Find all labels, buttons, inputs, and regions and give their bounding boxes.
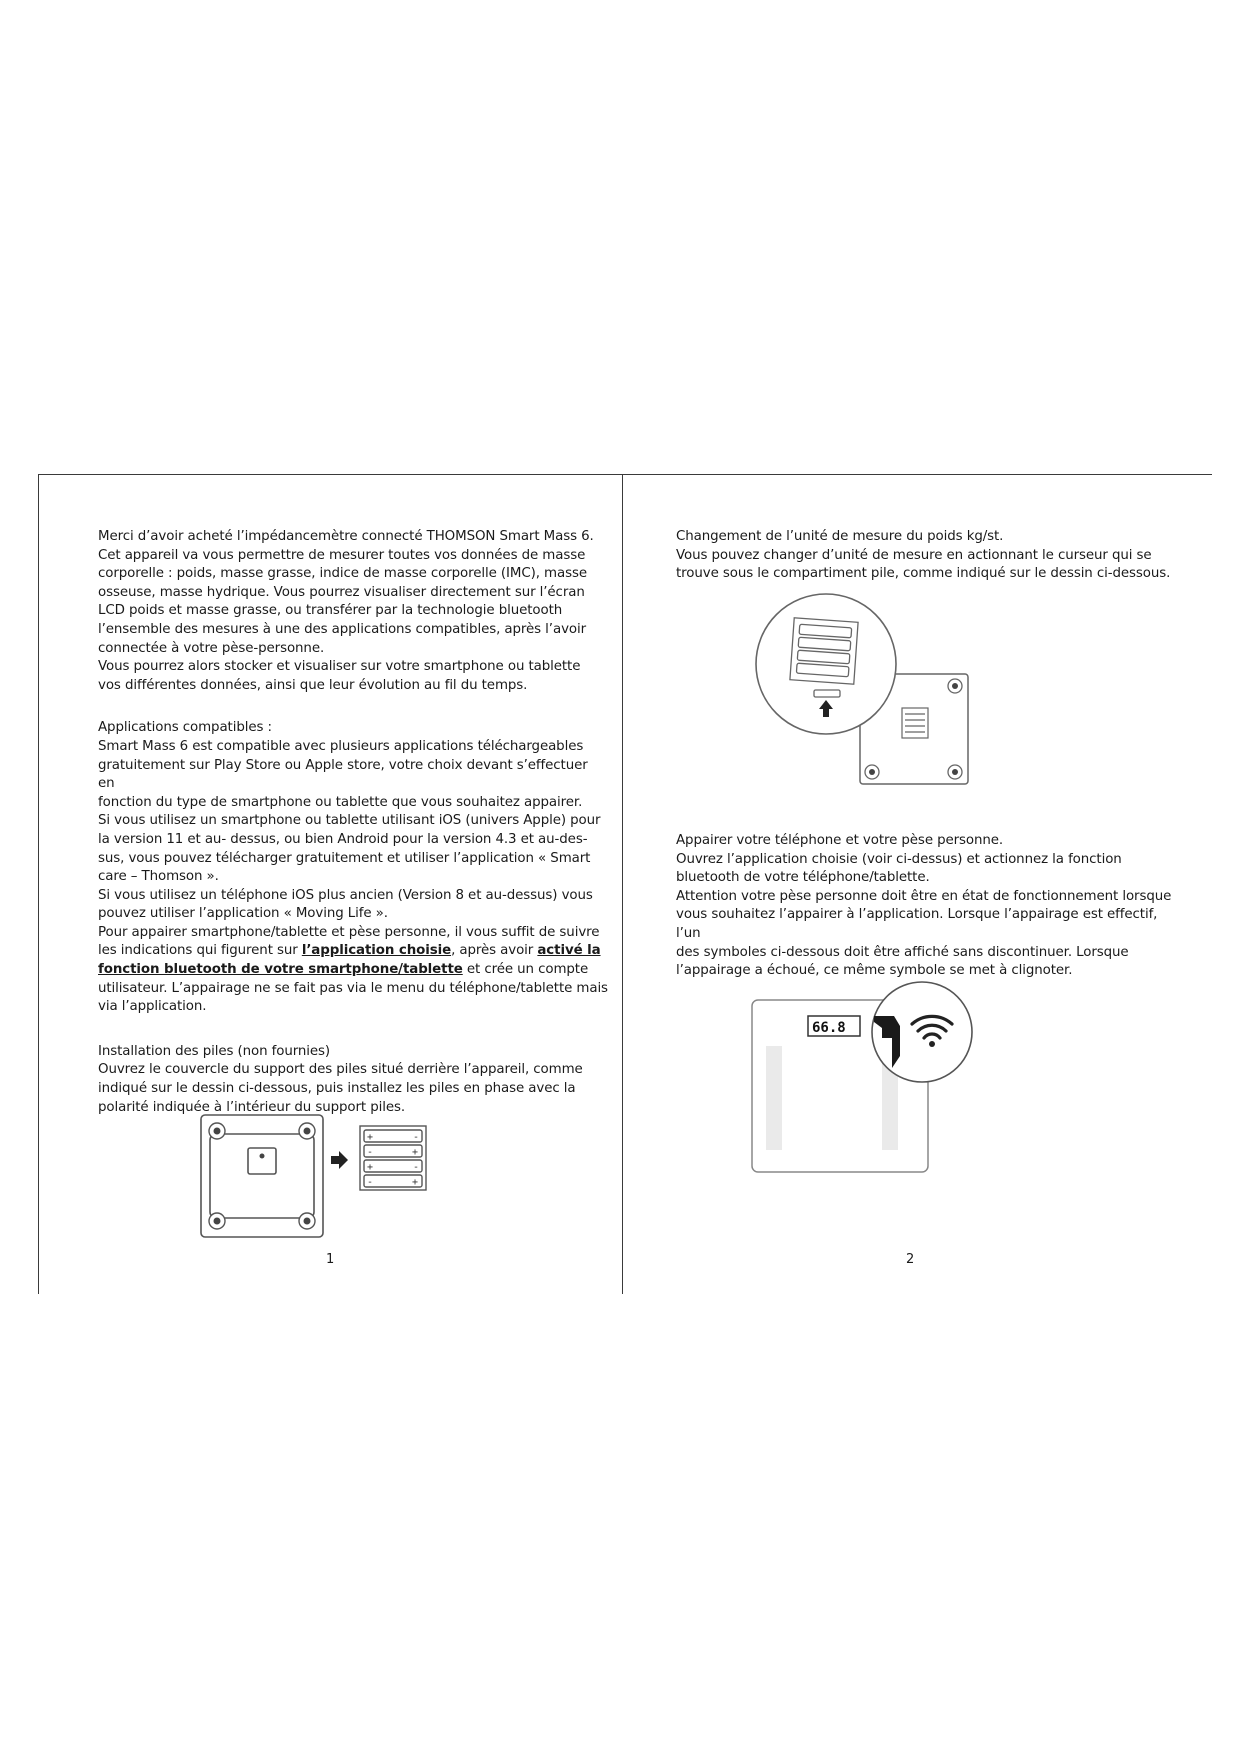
left-page-text: [98, 528, 608, 1117]
text-line: l’appairage a échoué, ce même symbole se met à clignoter.: [676, 963, 1073, 979]
svg-text:+: +: [367, 1132, 374, 1143]
unit-switch-illustration: [752, 590, 974, 790]
svg-text:+: +: [412, 1147, 419, 1158]
text-line: utilisateur. L’appairage ne se fait pas via le menu du téléphone/tablette mais: [98, 980, 608, 996]
arrow-right-icon: [331, 1151, 348, 1169]
right-page-pairing: [676, 832, 1176, 981]
svg-text:+: +: [412, 1177, 419, 1188]
text-line: polarité indiquée à l’intérieur du support piles.: [98, 1099, 406, 1115]
text-line: Merci d’avoir acheté l’impédancemètre connecté THOMSON Smart Mass 6.: [98, 529, 594, 544]
text-line: osseuse, masse hydrique. Vous pourrez visualiser directement sur l’écran: [98, 584, 585, 600]
unit-change-section: [676, 528, 1176, 584]
text-line: trouve sous le compartiment pile, comme indiqué sur le dessin ci-dessous.: [676, 566, 1171, 582]
text-line: via l’application.: [98, 999, 207, 1015]
text-line: Smart Mass 6 est compatible avec plusieurs applications téléchargeables: [98, 738, 584, 754]
text-line: vous souhaitez l’appairer à l’application. Lorsque l’appairage est effectif, l’un: [676, 907, 1158, 941]
section-title: Changement de l’unité de mesure du poids kg/st.: [676, 529, 1004, 544]
text-span: , après avoir: [451, 943, 538, 959]
text-line: Cet appareil va vous permettre de mesurer toutes vos données de masse: [98, 547, 586, 563]
text-line: pouvez utiliser l’application « Moving Life ».: [98, 906, 388, 922]
emphasis-app: l’application choisie: [301, 943, 452, 959]
compatible-apps-section: [98, 719, 608, 1017]
pairing-section: [676, 832, 1176, 981]
intro-paragraph: [98, 528, 608, 695]
text-line: indiqué sur le dessin ci-dessous, puis installez les piles en phase avec la: [98, 1081, 576, 1097]
text-line: Vous pourrez alors stocker et visualiser sur votre smartphone ou tablette: [98, 659, 581, 675]
text-line: care – Thomson ».: [98, 869, 219, 885]
text-line: bluetooth de votre téléphone/tablette.: [676, 870, 930, 886]
text-line: Si vous utilisez un téléphone iOS plus ancien (Version 8 et au-dessus) vous: [98, 887, 593, 903]
text-line: gratuitement sur Play Store ou Apple store, votre choix devant s’effectuer en: [98, 757, 588, 792]
text-line: Attention votre pèse personne doit être en état de fonctionnement lorsque: [676, 888, 1172, 904]
text-line: la version 11 et au- dessus, ou bien Android pour la version 4.3 et au-des-: [98, 831, 588, 847]
section-title: Appairer votre téléphone et votre pèse personne.: [676, 833, 1004, 848]
svg-text:-: -: [413, 1132, 420, 1143]
left-page-border: [38, 474, 39, 1294]
text-line: sus, vous pouvez télécharger gratuitement et utiliser l’application « Smart: [98, 850, 591, 866]
svg-text:-: -: [367, 1177, 374, 1188]
text-line: connectée à votre pèse-personne.: [98, 640, 325, 656]
text-span: et crée un compte: [462, 962, 589, 978]
page-divider: [622, 474, 623, 1294]
text-line: Ouvrez le couvercle du support des piles situé derrière l’appareil, comme: [98, 1062, 583, 1078]
text-line: des symboles ci-dessous doit être affiché sans discontinuer. Lorsque: [676, 944, 1129, 960]
battery-section: [98, 1043, 608, 1117]
text-span: les indications qui figurent sur: [98, 943, 302, 959]
text-line: l’ensemble des mesures à une des applications compatibles, après l’avoir: [98, 621, 587, 637]
pairing-symbol-illustration: [748, 980, 984, 1180]
right-page-text: [676, 528, 1176, 584]
text-line: Ouvrez l’application choisie (voir ci-dessus) et actionnez la fonction: [676, 851, 1122, 867]
svg-text:-: -: [413, 1162, 420, 1173]
battery-install-illustration: [198, 1112, 438, 1240]
text-line: Si vous utilisez un smartphone ou tablette utilisant iOS (univers Apple) pour: [98, 813, 601, 829]
lcd-value: 66.8: [812, 1020, 846, 1036]
svg-text:+: +: [367, 1162, 374, 1173]
emphasis-bluetooth-2: fonction bluetooth de votre smartphone/tablette: [98, 962, 463, 978]
text-line: LCD poids et masse grasse, ou transférer par la technologie bluetooth: [98, 603, 563, 619]
page-number: 1: [326, 1252, 335, 1267]
text-line: Pour appairer smartphone/tablette et pèse personne, il vous suffit de suivre: [98, 924, 600, 940]
text-line: corporelle : poids, masse grasse, indice de masse corporelle (IMC), masse: [98, 566, 587, 582]
text-line: [98, 961, 608, 980]
section-title: Applications compatibles :: [98, 720, 272, 736]
section-title: Installation des piles (non fournies): [98, 1043, 331, 1059]
text-line: Vous pouvez changer d’unité de mesure en actionnant le curseur qui se: [676, 547, 1152, 563]
text-line: [98, 942, 608, 961]
emphasis-bluetooth-1: activé la: [537, 943, 601, 959]
text-line: fonction du type de smartphone ou tablette que vous souhaitez appairer.: [98, 794, 583, 810]
text-line: vos différentes données, ainsi que leur évolution au fil du temps.: [98, 677, 528, 693]
page-number: 2: [906, 1252, 915, 1267]
svg-text:-: -: [367, 1147, 374, 1158]
